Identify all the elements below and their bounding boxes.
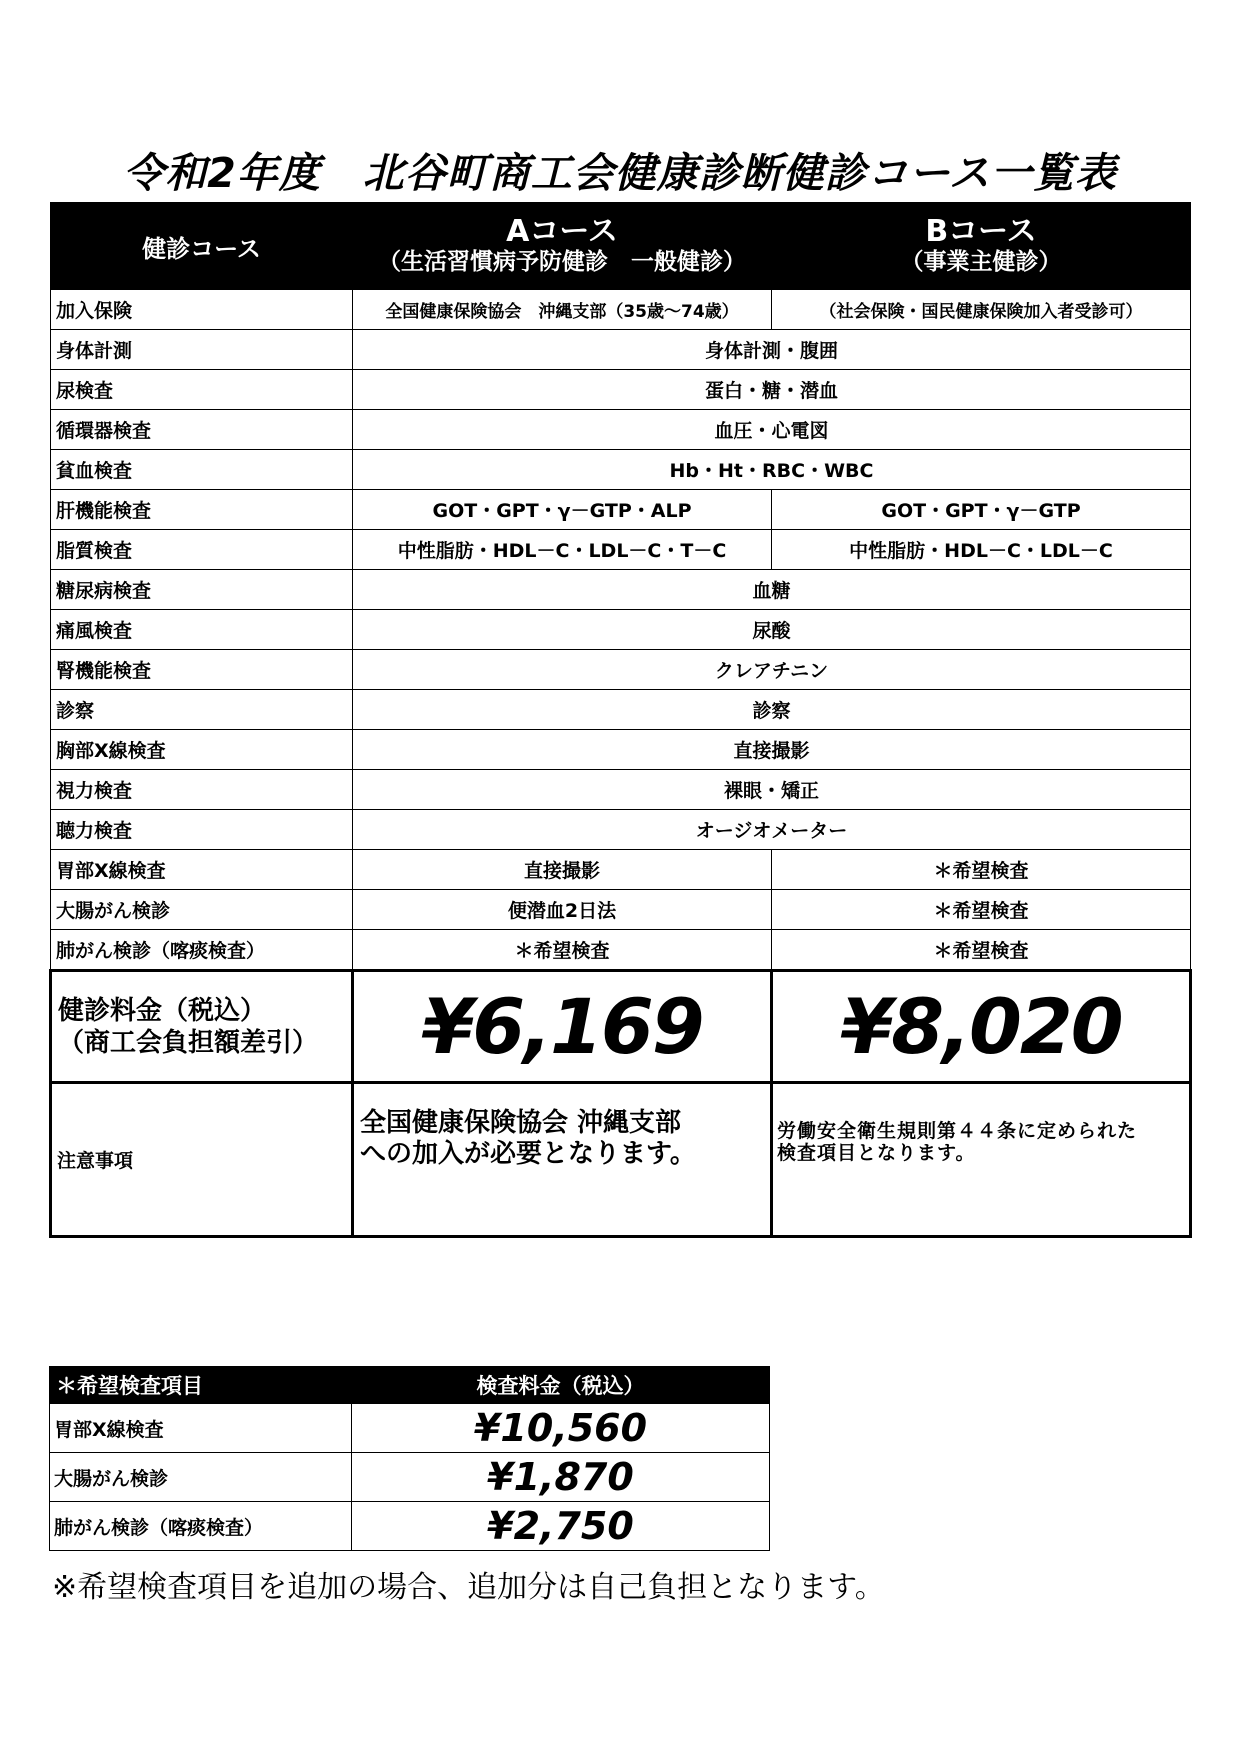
header-course-label: 健診コース — [51, 203, 353, 290]
header-course-b — [772, 203, 1191, 290]
price-row — [51, 971, 1191, 1083]
insurance-row — [51, 290, 1191, 330]
exam-label: 尿検査 — [51, 370, 353, 410]
optional-fee: ¥10,560 — [352, 1404, 770, 1453]
exam-row — [51, 770, 1191, 810]
exam-value-a: 直接撮影 — [353, 850, 772, 890]
exam-label: 胃部X線検査 — [51, 850, 353, 890]
price-label: 健診料金（税込） （商工会負担額差引） — [51, 971, 353, 1083]
exam-value-common: 身体計測・腹囲 — [353, 330, 1191, 370]
exam-value-common: 直接撮影 — [353, 730, 1191, 770]
exam-row — [51, 930, 1191, 971]
optional-header-row — [50, 1367, 770, 1404]
exam-value-common: 裸眼・矯正 — [353, 770, 1191, 810]
exam-label: 痛風検査 — [51, 610, 353, 650]
optional-header-item: ＊希望検査項目 — [50, 1367, 352, 1404]
exam-value-common: 血圧・心電図 — [353, 410, 1191, 450]
optional-label: 肺がん検診（喀痰検査） — [50, 1502, 352, 1551]
course-b-subtitle: （事業主健診） — [900, 249, 1062, 275]
exam-label: 腎機能検査 — [51, 650, 353, 690]
exam-label: 糖尿病検査 — [51, 570, 353, 610]
optional-row — [50, 1502, 770, 1551]
optional-label: 大腸がん検診 — [50, 1453, 352, 1502]
exam-value-a: 中性脂肪・HDL－C・LDL－C・T－C — [353, 530, 772, 570]
exam-value-common: 尿酸 — [353, 610, 1191, 650]
exam-value-b: ＊希望検査 — [772, 850, 1191, 890]
course-header-row — [51, 203, 1191, 290]
notes-label: 注意事項 — [51, 1083, 353, 1237]
exam-row — [51, 850, 1191, 890]
exam-label: 胸部X線検査 — [51, 730, 353, 770]
course-table — [49, 202, 1192, 1238]
exam-label: 診察 — [51, 690, 353, 730]
insurance-a: 全国健康保険協会 沖縄支部（35歳～74歳） — [353, 290, 772, 330]
exam-value-a: 便潜血2日法 — [353, 890, 772, 930]
exam-row — [51, 890, 1191, 930]
footnote: ※希望検査項目を追加の場合、追加分は自己負担となります。 — [52, 1570, 885, 1605]
exam-row — [51, 810, 1191, 850]
notes-row — [51, 1083, 1191, 1237]
exam-label: 肺がん検診（喀痰検査） — [51, 930, 353, 971]
exam-label: 身体計測 — [51, 330, 353, 370]
optional-header-fee: 検査料金（税込） — [352, 1367, 770, 1404]
exam-row — [51, 650, 1191, 690]
optional-rows — [50, 1404, 770, 1551]
exam-value-common: 診察 — [353, 690, 1191, 730]
exam-value-b: GOT・GPT・γ－GTP — [772, 490, 1191, 530]
exam-row — [51, 410, 1191, 450]
price-a: ¥6,169 — [353, 971, 772, 1083]
exam-value-common: 蛋白・糖・潜血 — [353, 370, 1191, 410]
exam-value-common: Hb・Ht・RBC・WBC — [353, 450, 1191, 490]
exam-row — [51, 690, 1191, 730]
exam-label: 聴力検査 — [51, 810, 353, 850]
notes-b: 労働安全衛生規則第４４条に定められた 検査項目となります。 — [772, 1083, 1191, 1237]
optional-exam-table — [49, 1366, 770, 1551]
exam-row — [51, 610, 1191, 650]
header-course-a — [353, 203, 772, 290]
exam-value-b: ＊希望検査 — [772, 890, 1191, 930]
exam-value-common: 血糖 — [353, 570, 1191, 610]
exam-value-b: ＊希望検査 — [772, 930, 1191, 971]
exam-label: 循環器検査 — [51, 410, 353, 450]
exam-label: 肝機能検査 — [51, 490, 353, 530]
course-b-title: Bコース — [925, 214, 1037, 249]
exam-row — [51, 490, 1191, 530]
exam-label: 脂質検査 — [51, 530, 353, 570]
optional-fee: ¥1,870 — [352, 1453, 770, 1502]
optional-row — [50, 1453, 770, 1502]
optional-fee: ¥2,750 — [352, 1502, 770, 1551]
page-title: 令和2年度 北谷町商工会健康診断健診コース一覧表 — [123, 149, 1117, 197]
exam-label: 視力検査 — [51, 770, 353, 810]
exam-value-a: GOT・GPT・γ－GTP・ALP — [353, 490, 772, 530]
course-a-title: Aコース — [506, 214, 618, 249]
exam-row — [51, 370, 1191, 410]
exam-value-a: ＊希望検査 — [353, 930, 772, 971]
exam-row — [51, 730, 1191, 770]
notes-a: 全国健康保険協会 沖縄支部 への加入が必要となります。 — [353, 1083, 772, 1237]
exam-row — [51, 330, 1191, 370]
exam-label: 貧血検査 — [51, 450, 353, 490]
exam-rows — [51, 330, 1191, 971]
price-b: ¥8,020 — [772, 971, 1191, 1083]
exam-row — [51, 530, 1191, 570]
insurance-b: （社会保険・国民健康保険加入者受診可） — [772, 290, 1191, 330]
exam-row — [51, 450, 1191, 490]
insurance-label: 加入保険 — [51, 290, 353, 330]
exam-value-b: 中性脂肪・HDL－C・LDL－C — [772, 530, 1191, 570]
exam-value-common: クレアチニン — [353, 650, 1191, 690]
course-a-subtitle: （生活習慣病予防健診 一般健診） — [378, 249, 746, 275]
optional-label: 胃部X線検査 — [50, 1404, 352, 1453]
optional-row — [50, 1404, 770, 1453]
exam-row — [51, 570, 1191, 610]
exam-label: 大腸がん検診 — [51, 890, 353, 930]
exam-value-common: オージオメーター — [353, 810, 1191, 850]
